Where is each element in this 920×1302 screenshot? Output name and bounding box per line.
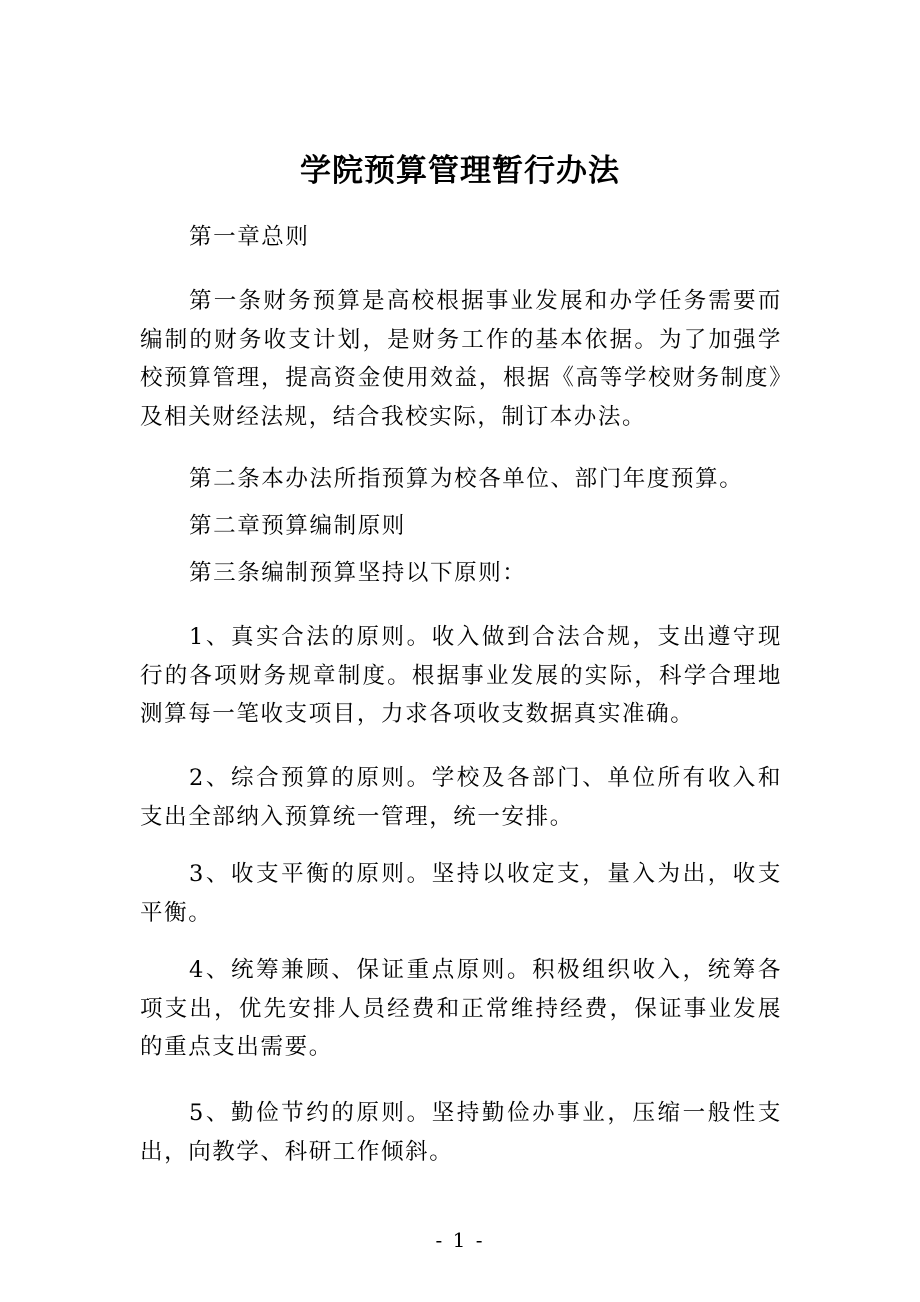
article-3-paragraph: 第三条编制预算坚持以下原则： xyxy=(189,560,527,586)
principle-2-paragraph: 2、综合预算的原则。学校及各部门、单位所有收入和支出全部纳入预算统一管理，统一安排。 xyxy=(140,765,782,830)
document-title: 学院预算管理暂行办法 xyxy=(300,152,620,189)
principle-5-paragraph: 5、勤俭节约的原则。坚持勤俭办事业，压缩一般性支出，向教学、科研工作倾斜。 xyxy=(140,1100,782,1165)
principle-4-paragraph: 4、统筹兼顾、保证重点原则。积极组织收入，统筹各项支出，优先安排人员经费和正常维持经费，保证事业发展的重点支出需要。 xyxy=(140,957,782,1060)
page-number: - 1 - xyxy=(435,1228,485,1252)
chapter-heading-general: 第一章总则 xyxy=(189,224,310,250)
chapter-heading-budget-principles: 第二章预算编制原则 xyxy=(189,513,406,539)
principle-1-paragraph: 1、真实合法的原则。收入做到合法合规，支出遵守现行的各项财务规章制度。根据事业发展的实际，科学合理地测算每一笔收支项目，力求各项收支数据真实准确。 xyxy=(140,624,782,727)
article-2-paragraph: 第二条本办法所指预算为校各单位、部门年度预算。 xyxy=(189,466,744,492)
principle-3-paragraph: 3、收支平衡的原则。坚持以收定支，量入为出，收支平衡。 xyxy=(140,861,782,926)
article-1-paragraph: 第一条财务预算是高校根据事业发展和办学任务需要而编制的财务收支计划，是财务工作的基本依据。为了加强学校预算管理，提高资金使用效益，根据《高等学校财务制度》及相关财经法规，结合我校实际，制订本办法。 xyxy=(140,288,782,430)
